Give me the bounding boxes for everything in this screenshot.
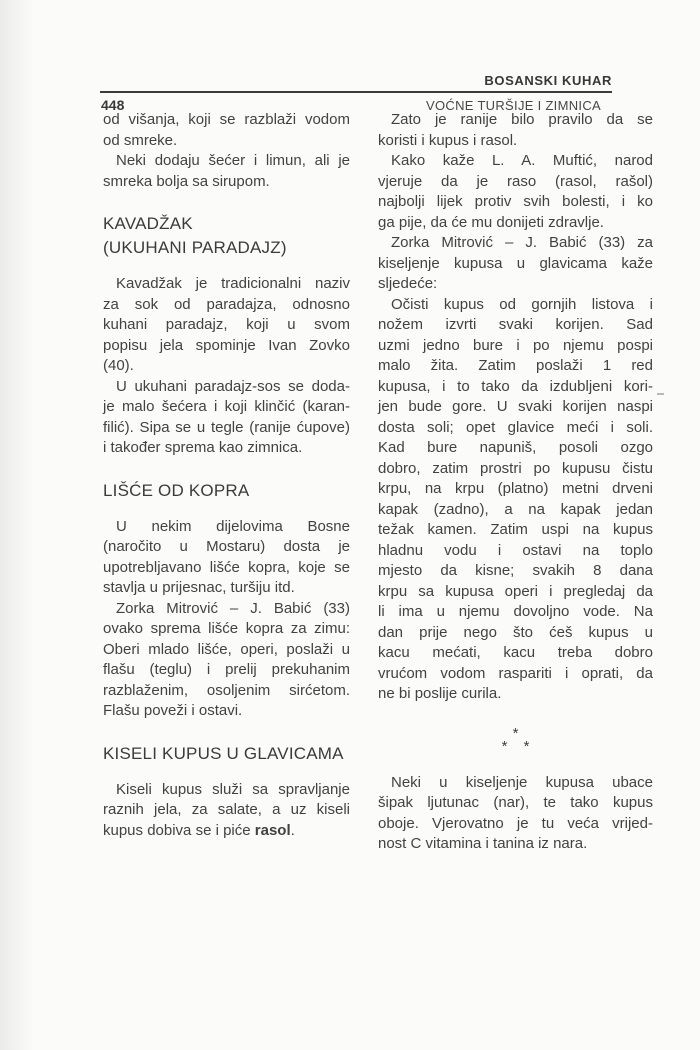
section-heading — [103, 479, 350, 503]
text-line: vrućom vodom raspariti i oprati, da — [378, 664, 653, 682]
text-line: Zato je ranije bilo pravilo da se — [391, 111, 653, 128]
text-line: kupusa, i to tako da izdubljeni kori- — [378, 377, 653, 395]
text-line: najbolji lijek protiv svih bolesti, i ko — [378, 193, 653, 210]
text-line: krpu sa kupusa operi i pregledaj da — [378, 582, 653, 600]
text-line: raznih jela, za salate, a uz kiseli — [103, 801, 350, 818]
asterism-row: * * — [501, 737, 536, 755]
text-line: (40). — [103, 357, 134, 374]
heading-line: LIŠĆE OD KOPRA — [103, 480, 250, 500]
paragraph — [103, 780, 350, 842]
paragraph — [103, 377, 350, 459]
text-line: U nekim dijelovima Bosne — [116, 517, 350, 535]
text-line: Neki u kiseljenje kupusa ubace — [391, 773, 653, 791]
text-line: kiseljenje kupusa u glavicama kaže — [378, 254, 653, 272]
text-line: kuhani paradajz, koji u svom — [103, 316, 350, 333]
text-line: ne bi poslije curila. — [378, 685, 502, 702]
text-line: dan prije nego što ćeš kupus u — [378, 623, 653, 641]
header-rule — [100, 91, 612, 93]
text-line: za sok od paradajza, odnosno — [103, 295, 350, 313]
asterism-separator — [378, 724, 653, 755]
paragraph — [103, 110, 350, 151]
text-line: malo žita. Zatim poslaži 1 red — [378, 357, 653, 374]
text-line: od višanja, koji se razblaži vodom — [103, 111, 350, 128]
text-line: uzmi jedno bure i po njemu pospi — [378, 336, 653, 354]
text-line: Oberi mlado lišće, operi, poslaži u — [103, 640, 350, 658]
paragraph — [103, 517, 350, 599]
text-line: sljedeće: — [378, 275, 438, 292]
paragraph — [378, 773, 653, 855]
chapter-title: VOĆNE TURŠIJE I ZIMNICA — [426, 98, 601, 113]
text-line: oboje. Vjerovatno je tu veća vrijed- — [378, 814, 653, 832]
text-line: i također sprema kao zimnica. — [103, 439, 303, 456]
heading-line: (UKUHANI PARADAJZ) — [103, 238, 287, 257]
text-line: Flašu poveži i ostavi. — [103, 702, 243, 719]
text-line: kacu mećati, kacu treba dobro — [378, 644, 653, 661]
text-line: stavlja u prijesnac, turšiju itd. — [103, 579, 295, 596]
text-line: ovako sprema lišće kopra za zimu: — [103, 620, 350, 637]
text-line: li ima u njemu dovoljno vode. Na — [378, 603, 653, 620]
text-line: krpu, na krpu (platno) metni drveni — [378, 480, 653, 497]
text-line: kapak (zadno), a na kapak jedan — [378, 500, 653, 518]
text-line: koristi i kupus i rasol. — [378, 131, 518, 149]
text-line: mjesto da kisne; svakih 8 dana — [378, 562, 653, 579]
text-line: je malo šećera i koji klinčić (karan- — [103, 398, 350, 415]
heading-line: KISELI KUPUS U GLAVICAMA — [103, 743, 344, 763]
text-line: Kavadžak je tradicionalni naziv — [116, 275, 350, 292]
text-column-left — [103, 110, 350, 841]
paragraph — [103, 274, 350, 377]
text-line: U ukuhani paradajz-sos se doda- — [116, 377, 350, 395]
text-line: težak kamen. Zatim uspi na kupus — [378, 521, 653, 538]
text-line: dosta soli; opet glavice meći i soli. — [378, 418, 653, 436]
paragraph — [103, 151, 350, 192]
text-line: kupus dobiva se i piće rasol. — [103, 821, 295, 839]
text-line: dobro, zatim prostri po kupusu čistu — [378, 459, 653, 477]
paragraph — [378, 233, 653, 295]
text-line: smreka bolja sa sirupom. — [103, 172, 270, 190]
text-line: Zorka Mitrović – J. Babić (33) — [116, 599, 350, 617]
text-line: Zorka Mitrović – J. Babić (33) za — [391, 234, 653, 251]
text-line: nožem izvrti svaki korijen. Sad — [378, 316, 653, 333]
text-line: hladnu vodu i ostavi na toplo — [378, 541, 653, 559]
text-line: od smreke. — [103, 131, 178, 149]
text-line: nost C vitamina i tanina iz nara. — [378, 835, 588, 852]
text-line: Kiseli kupus služi sa spravljanje — [116, 780, 350, 798]
text-line: Očisti kupus od gornjih listova i — [391, 295, 653, 313]
text-line: ga pije, da će mu donijeti zdravlje. — [378, 213, 604, 231]
page-edge-shadow — [0, 0, 34, 1050]
page-number: 448 — [101, 97, 125, 113]
text-line: (naročito u Mostaru) dosta je — [103, 538, 350, 555]
text-line: upotrebljavano lišće kopra, koje se — [103, 558, 350, 576]
text-line: Kad bure napuniš, posoli ozgo — [378, 439, 653, 456]
section-heading — [103, 212, 350, 260]
section-heading — [103, 742, 350, 766]
text-line: vjeruje da je raso (rasol, rašol) — [378, 172, 653, 190]
text-line: jen bude gore. U svaki korijen naspi — [378, 398, 653, 415]
paragraph — [378, 110, 653, 151]
text-line: popisu jela spominje Ivan Zovko — [103, 336, 350, 354]
text-line: razblaženim, osoljenim sirćetom. — [103, 681, 350, 699]
text-line: Neki dodaju šećer i limun, ali je — [116, 152, 350, 169]
paragraph — [378, 151, 653, 233]
text-line: šipak ljutunac (nar), te tako kupus — [378, 794, 653, 811]
scan-artifact-dash — [657, 393, 664, 395]
text-line: filić). Sipa se u tegle (ranije ćupove) — [103, 418, 350, 436]
text-line: Kako kaže L. A. Muftić, narod — [391, 152, 653, 169]
heading-line: KAVADŽAK — [103, 214, 193, 233]
paragraph — [378, 295, 653, 705]
paragraph — [103, 599, 350, 722]
text-column-right — [378, 110, 653, 855]
text-line: flašu (teglu) i prelij prekuhanim — [103, 661, 350, 678]
asterism-row: * — [512, 724, 525, 742]
book-title: BOSANSKI KUHAR — [484, 73, 612, 88]
